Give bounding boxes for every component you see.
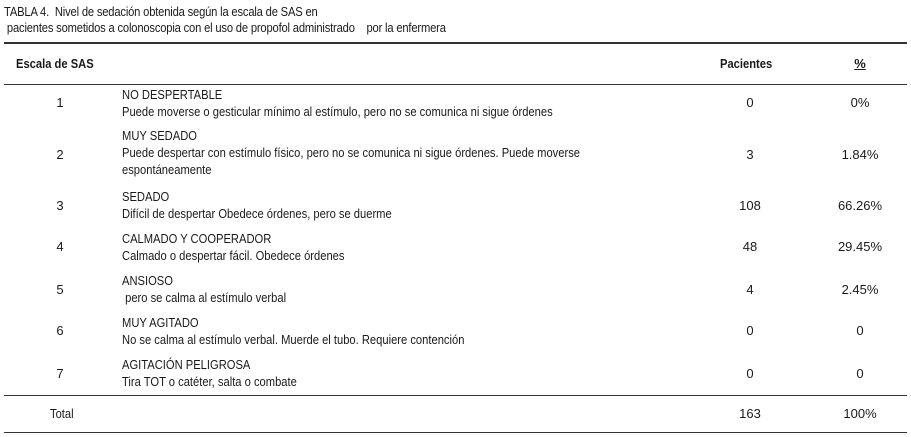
row-desc: Calmado o despertar fácil. Obedece órdenes [122,248,345,263]
header-patients [718,55,782,72]
header-patients-label: Pacientes [719,56,772,71]
row-description [122,356,325,390]
row-percent: 1.84% [841,147,879,162]
row-level: 2 [56,147,64,162]
row-level: 3 [56,198,64,213]
total-rule [4,395,907,396]
row-title: MUY AGITADO [122,315,199,330]
row-patients: 4 [746,282,754,297]
row-percent: 0 [856,366,864,381]
row-level: 6 [56,323,64,338]
row-title: NO DESPERTABLE [122,87,223,102]
row-title: SEDADO [122,189,170,204]
row-title: ANSIOSO [122,273,173,288]
row-description [122,86,623,120]
row-patients: 0 [746,323,754,338]
row-patients: 3 [746,147,754,162]
header-scale: Escala de SAS [16,56,94,71]
row-patients: 48 [742,239,758,254]
total-patients: 163 [739,406,761,421]
row-desc: Tira TOT o catéter, salta o combate [122,374,297,389]
row-percent: 66.26% [837,198,883,213]
row-percent: 29.45% [837,239,883,254]
row-desc: Difícil de despertar Obedece órdenes, pero se duerme [122,206,392,221]
row-desc: Puede moverse o gesticular mínimo al estímulo, pero no se comunica ni sigue órdenes [122,104,553,119]
row-description [122,188,436,222]
row-percent: 0% [850,95,870,110]
row-percent: 2.45% [841,282,879,297]
bottom-rule [4,432,907,433]
row-description [122,314,520,348]
row-patients: 0 [746,95,754,110]
row-title: CALMADO Y COOPERADOR [122,231,272,246]
row-description [122,230,381,264]
row-level: 4 [56,239,64,254]
row-title: AGITACIÓN PELIGROSA [122,357,251,372]
row-level: 1 [56,95,64,110]
header-percent: % [854,56,866,71]
header-rule [4,84,907,85]
total-percent: 100% [843,406,877,421]
row-desc-cont: espontáneamente [122,162,212,177]
caption-line-2: pacientes sometidos a colonoscopia con el uso de propofol administrado por la enfermera [4,20,446,35]
row-patients: 108 [739,198,761,213]
row-description [122,272,313,306]
caption-line-1: TABLA 4. Nivel de sedación obtenida según la escala de SAS en [4,4,318,19]
row-patients: 0 [746,366,754,381]
row-desc: No se calma al estímulo verbal. Muerde el tubo. Requiere contención [122,332,465,347]
row-title: MUY SEDADO [122,128,197,143]
row-percent: 0 [856,323,864,338]
row-description [122,127,655,178]
total-label: Total [50,406,74,421]
row-level: 5 [56,282,64,297]
table-caption [4,4,446,36]
row-desc: Puede despertar con estímulo físico, pero no se comunica ni sigue órdenes. Puede moverse [122,145,581,160]
top-rule [4,42,907,44]
row-desc: pero se calma al estímulo verbal [122,290,287,305]
row-level: 7 [56,366,64,381]
